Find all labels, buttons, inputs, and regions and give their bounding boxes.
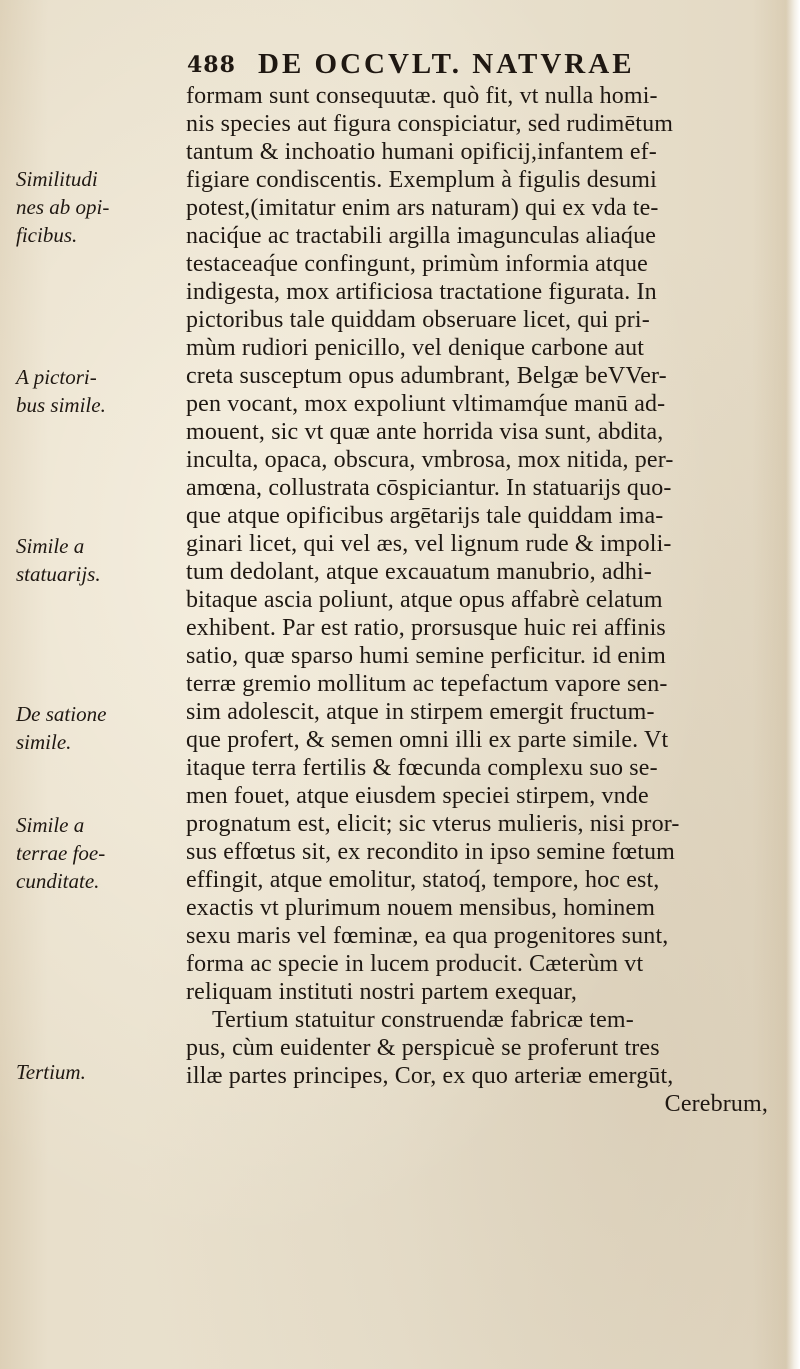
margin-note: Simile a terrae foe- cunditate. [16, 813, 106, 893]
text-line: formam sunt consequutæ. quò fit, vt nulla homi- [186, 83, 658, 109]
text-line: pictoribus tale quiddam obseruare licet, qui pri- [186, 307, 650, 333]
text-line: reliquam instituti nostri partem exequar, [186, 979, 578, 1005]
text-line: testaceaq́ue confingunt, primùm informia atque [186, 251, 648, 277]
margin-note: Tertium. [16, 1060, 86, 1084]
page-header [0, 44, 800, 84]
text-line: satio, quæ sparso humi semine perficitur. id enim [186, 643, 666, 669]
margin-note: Simile a statuarijs. [16, 534, 101, 586]
text-line: men fouet, atque eiusdem speciei stirpem, vnde [186, 783, 649, 809]
text-line: mùm rudiori penicillo, vel denique carbone aut [186, 335, 645, 361]
catchword: Cerebrum, [664, 1091, 768, 1117]
text-line: naciq́ue ac tractabili argilla imagunculas aliaq́ue [186, 223, 657, 249]
text-line: inculta, opaca, obscura, vmbrosa, mox nitida, per- [186, 447, 674, 473]
text-line: Tertium statuitur construendæ fabricæ tem- [212, 1007, 634, 1033]
text-line: terræ gremio mollitum ac tepefactum vapore sen- [186, 671, 668, 697]
text-line: creta susceptum opus adumbrant, Belgæ beVVer- [186, 363, 667, 389]
text-line: figiare condiscentis. Exemplum à figulis desumi [186, 167, 657, 193]
text-line: effingit, atque emolitur, statoq́, tempore, hoc est, [186, 867, 660, 893]
text-line: pus, cùm euidenter & perspicuè se proferunt tres [186, 1035, 660, 1061]
text-line: illæ partes principes, Cor, ex quo arteriæ emergūt, [186, 1063, 674, 1089]
text-line: exactis vt plurimum nouem mensibus, hominem [186, 895, 656, 921]
text-line: sexu maris vel fœminæ, ea qua progenitores sunt, [186, 923, 669, 949]
text-line: amœna, collustrata cōspiciantur. In statuarijs quo- [186, 475, 672, 501]
text-line: tantum & inchoatio humani opificij,infantem ef- [186, 139, 657, 165]
page-number: 488 [187, 52, 236, 78]
text-line: sim adolescit, atque in stirpem emergit fructum- [186, 699, 655, 725]
text-line: mouent, sic vt quæ ante horrida visa sunt, abdita, [186, 419, 664, 445]
text-line: ginari licet, qui vel æs, vel lignum rude & impoli- [186, 531, 672, 557]
text-line: sus effœtus sit, ex recondito in ipso semine fœtum [186, 839, 675, 865]
text-line: indigesta, mox artificiosa tractatione figurata. In [186, 279, 657, 305]
margin-note: Similitudi nes ab opi- ficibus. [16, 167, 110, 247]
text-line: pen vocant, mox expoliunt vltimamq́ue manū ad- [186, 391, 666, 417]
margin-note: A pictori- bus simile. [16, 365, 106, 417]
text-line: prognatum est, elicit; sic vterus mulieris, nisi pror- [186, 811, 680, 837]
text-line: tum dedolant, atque excauatum manubrio, adhi- [186, 559, 652, 585]
text-line: nis species aut figura conspiciatur, sed rudimētum [186, 111, 674, 137]
page-edge [786, 0, 800, 1369]
running-head: DE OCCVLT. NATVRAE [258, 48, 635, 80]
text-line: itaque terra fertilis & fœcunda complexu suo se- [186, 755, 658, 781]
text-line: bitaque ascia poliunt, atque opus affabrè celatum [186, 587, 663, 613]
margin-note: De satione simile. [16, 702, 107, 754]
text-line: potest,(imitatur enim ars naturam) qui ex vda te- [186, 195, 659, 221]
text-line: que atque opificibus argētarijs tale quiddam ima- [186, 503, 664, 529]
text-line: exhibent. Par est ratio, prorsusque huic rei affinis [186, 615, 666, 641]
text-line: forma ac specie in lucem producit. Cæterùm vt [186, 951, 644, 977]
text-line: que profert, & semen omni illi ex parte simile. Vt [186, 727, 669, 753]
